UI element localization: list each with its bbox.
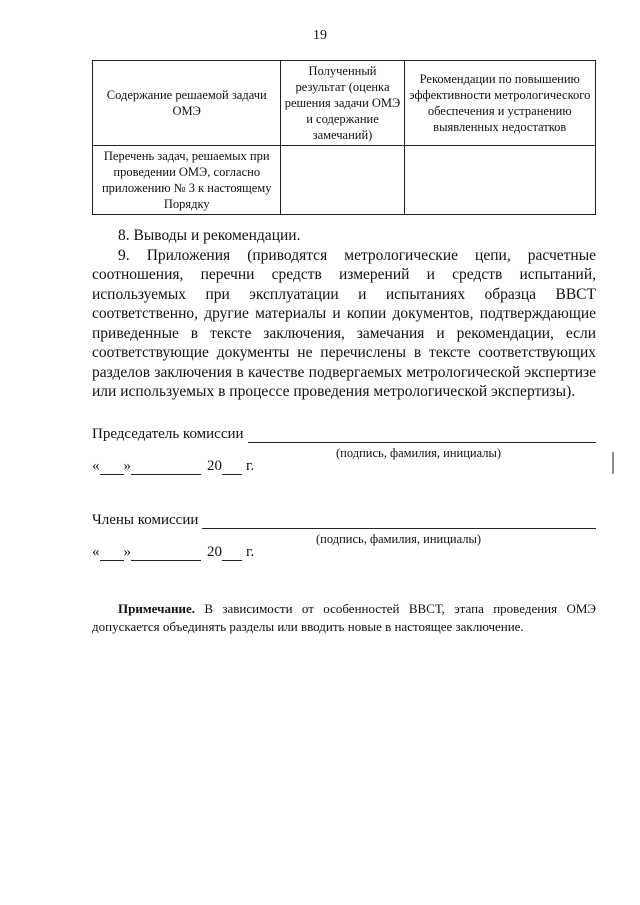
table-cell-task: Перечень задач, решаемых при проведении ОМЭ, согласно приложению № 3 к настоящему Порядку (93, 146, 281, 215)
date-month-blank (131, 460, 201, 475)
item-8-conclusions: 8. Выводы и рекомендации. (118, 227, 301, 244)
page-number: 19 (313, 28, 327, 43)
members-signature-caption: (подпись, фамилия, инициалы) (316, 532, 482, 546)
date-suffix: г. (246, 458, 255, 474)
chairman-label: Председатель комиссии (92, 426, 244, 442)
table-header-recommendations: Рекомендации по повышению эффективности метрологического обеспечения и устранению выявленных недостатков (404, 61, 595, 146)
item-9-appendices: 9. Приложения (приводятся метрологические цепи, расчетные соотношения, перечни средств измерений и средств испытаний, используемых при эксплуатации и испытаниях образца ВВСТ соответственно, другие материалы и копии документов, подтверждающие приведенные в тексте заключения, замечания и рекомендации, если соответствующие документы не перечислены в тексте соответствующих разделов заключения в качестве подвергаемых метрологической экспертизе или используемых в процессе проведения метрологической экспертизы). (92, 246, 596, 400)
members-label: Члены комиссии (92, 512, 199, 528)
members-date-row (92, 544, 254, 561)
chairman-signature-line (248, 428, 596, 443)
date-open-quote: « (92, 458, 100, 474)
table-cell-recommendations (404, 146, 595, 215)
table-header-task: Содержание решаемой задачи ОМЭ (93, 61, 281, 146)
body-text (92, 226, 596, 402)
chairman-signature-row (92, 426, 596, 443)
omt-table (92, 60, 596, 215)
chairman-date-row (92, 458, 254, 475)
members-signature-line (202, 514, 596, 529)
table-row (93, 146, 596, 215)
members-signature-row (92, 512, 596, 529)
date-day-blank (100, 460, 124, 475)
table-cell-result (281, 146, 404, 215)
date-day-blank (100, 546, 124, 561)
chairman-signature-caption: (подпись, фамилия, инициалы) (336, 446, 502, 460)
date-close-quote: » (123, 458, 131, 474)
note-paragraph (92, 600, 596, 636)
margin-mark (612, 452, 614, 474)
date-month-blank (131, 546, 201, 561)
date-open-quote: « (92, 544, 100, 560)
table-header-result: Полученный результат (оценка решения задачи ОМЭ и содержание замечаний) (281, 61, 404, 146)
date-year-prefix: 20 (207, 544, 222, 560)
note (92, 600, 596, 636)
date-year-prefix: 20 (207, 458, 222, 474)
date-year-blank (222, 546, 242, 561)
date-suffix: г. (246, 544, 255, 560)
date-close-quote: » (123, 544, 131, 560)
date-year-blank (222, 460, 242, 475)
note-text: В зависимости от особенностей ВВСТ, этапа проведения ОМЭ допускается объединять разделы или вводить новые в настоящее заключение. (92, 601, 596, 634)
table-header-row (93, 61, 596, 146)
note-label: Примечание. (118, 601, 195, 616)
